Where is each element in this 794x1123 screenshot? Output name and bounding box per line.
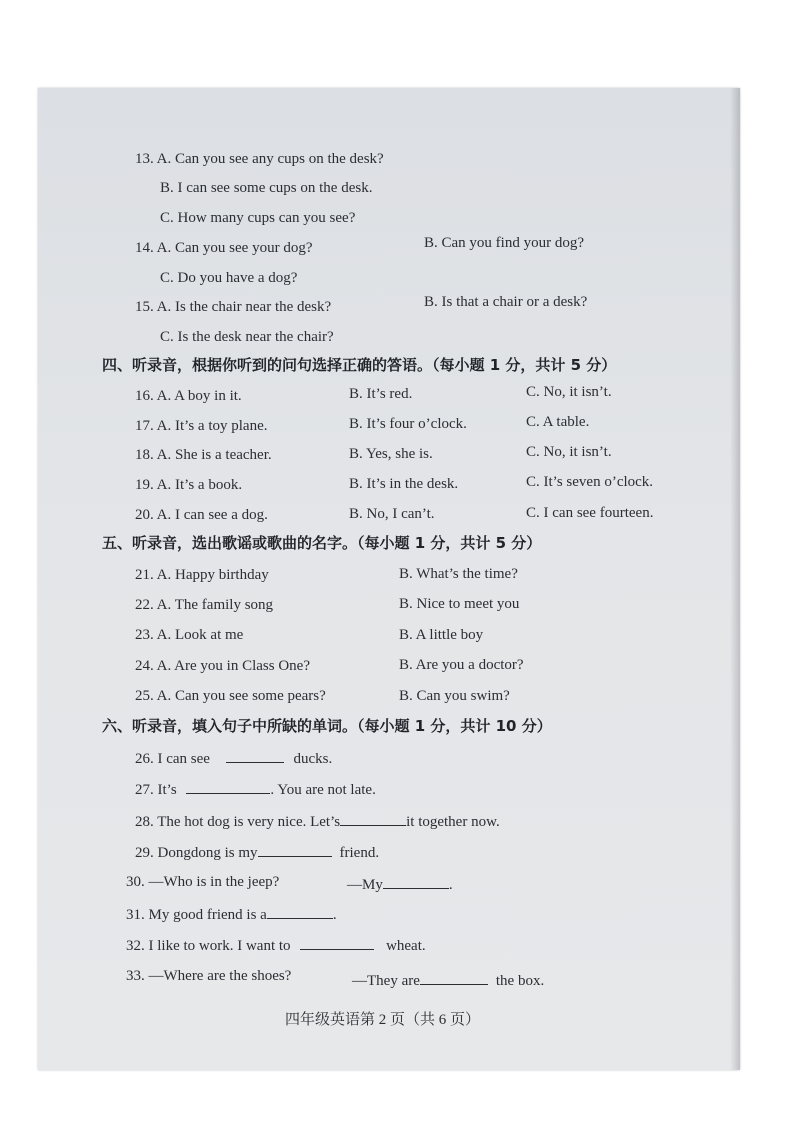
section4-title: 四、听录音，根据你听到的问句选择正确的答语。（每小题 1 分，共计 5 分） — [102, 356, 617, 374]
q24-b: B. Are you a doctor? — [399, 657, 524, 673]
q27-text-after: . You are not late. — [270, 782, 376, 798]
q23-a: 23. A. Look at me — [135, 627, 244, 643]
section6-title: 六、听录音，填入句子中所缺的单词。（每小题 1 分，共计 10 分） — [102, 717, 552, 735]
q21-a: 21. A. Happy birthday — [135, 567, 269, 583]
q25-a: 25. A. Can you see some pears? — [135, 688, 326, 704]
q22-a: 22. A. The family song — [135, 597, 274, 613]
q16-a: 16. A. A boy in it. — [135, 388, 242, 404]
q26 — [135, 748, 332, 768]
paper-edge-shadow — [730, 88, 740, 1070]
q32-text-after: wheat. — [386, 938, 426, 954]
q19-b: B. It’s in the desk. — [349, 476, 459, 492]
q29-blank[interactable] — [258, 842, 332, 857]
q18-a: 18. A. She is a teacher. — [135, 447, 272, 463]
q33-question: 33. —Where are the shoes? — [126, 968, 292, 984]
q25-b: B. Can you swim? — [399, 688, 510, 704]
q14-option-c: C. Do you have a dog? — [160, 270, 298, 286]
q26-text-after: ducks. — [293, 751, 333, 767]
q14-option-a: 14. A. Can you see your dog? — [135, 240, 313, 256]
q30-blank[interactable] — [383, 874, 449, 889]
q20-a: 20. A. I can see a dog. — [135, 507, 268, 523]
q28-blank[interactable] — [340, 811, 406, 826]
q22-b: B. Nice to meet you — [399, 596, 520, 612]
q32 — [126, 935, 426, 955]
exam-page — [38, 88, 740, 1070]
q33-text: —They are — [352, 973, 420, 989]
q28-text: 28. The hot dog is very nice. Let’s — [135, 814, 341, 830]
q20-c: C. I can see fourteen. — [526, 505, 654, 521]
q32-blank[interactable] — [300, 935, 374, 950]
q17-c: C. A table. — [526, 414, 590, 430]
q27 — [135, 779, 376, 799]
q21-b: B. What’s the time? — [399, 566, 518, 582]
q16-c: C. No, it isn’t. — [526, 384, 612, 400]
q28-text-after: it together now. — [406, 814, 500, 830]
q27-blank[interactable] — [186, 779, 270, 794]
q33-blank[interactable] — [420, 970, 488, 985]
q15-option-c: C. Is the desk near the chair? — [160, 329, 334, 345]
q31-text-after: . — [332, 907, 337, 923]
section5-title: 五、听录音，选出歌谣或歌曲的名字。（每小题 1 分，共计 5 分） — [102, 534, 542, 552]
q26-blank[interactable] — [226, 748, 284, 763]
q30-text-after: . — [448, 877, 453, 893]
q30-text: —My — [347, 877, 383, 893]
q13-option-b: B. I can see some cups on the desk. — [160, 180, 373, 196]
q31-text: 31. My good friend is a — [126, 907, 267, 923]
page-footer: 四年级英语第 2 页（共 6 页） — [285, 1012, 481, 1028]
q31-blank[interactable] — [267, 904, 333, 919]
q20-b: B. No, I can’t. — [349, 506, 435, 522]
q28 — [135, 811, 500, 831]
q13-option-c: C. How many cups can you see? — [160, 210, 356, 226]
q14-option-b: B. Can you find your dog? — [424, 235, 584, 251]
q30-answer — [347, 874, 453, 894]
q27-text: 27. It’s — [135, 782, 177, 798]
q31 — [126, 904, 337, 924]
q29-text-after: friend. — [339, 845, 380, 861]
q13-option-a: 13. A. Can you see any cups on the desk? — [135, 151, 384, 167]
q17-a: 17. A. It’s a toy plane. — [135, 418, 268, 434]
q24-a: 24. A. Are you in Class One? — [135, 658, 310, 674]
q29-text: 29. Dongdong is my — [135, 845, 258, 861]
q19-a: 19. A. It’s a book. — [135, 477, 243, 493]
q30-question: 30. —Who is in the jeep? — [126, 874, 280, 890]
q17-b: B. It’s four o’clock. — [349, 416, 467, 432]
q18-c: C. No, it isn’t. — [526, 444, 612, 460]
q26-text: 26. I can see — [135, 751, 210, 767]
q16-b: B. It’s red. — [349, 386, 413, 402]
q15-option-a: 15. A. Is the chair near the desk? — [135, 299, 332, 315]
q18-b: B. Yes, she is. — [349, 446, 433, 462]
q33-answer — [352, 970, 544, 990]
q33-text-after: the box. — [495, 973, 545, 989]
q32-text: 32. I like to work. I want to — [126, 938, 291, 954]
q19-c: C. It’s seven o’clock. — [526, 474, 654, 490]
q29 — [135, 842, 379, 862]
q15-option-b: B. Is that a chair or a desk? — [424, 294, 588, 310]
q23-b: B. A little boy — [399, 627, 484, 643]
